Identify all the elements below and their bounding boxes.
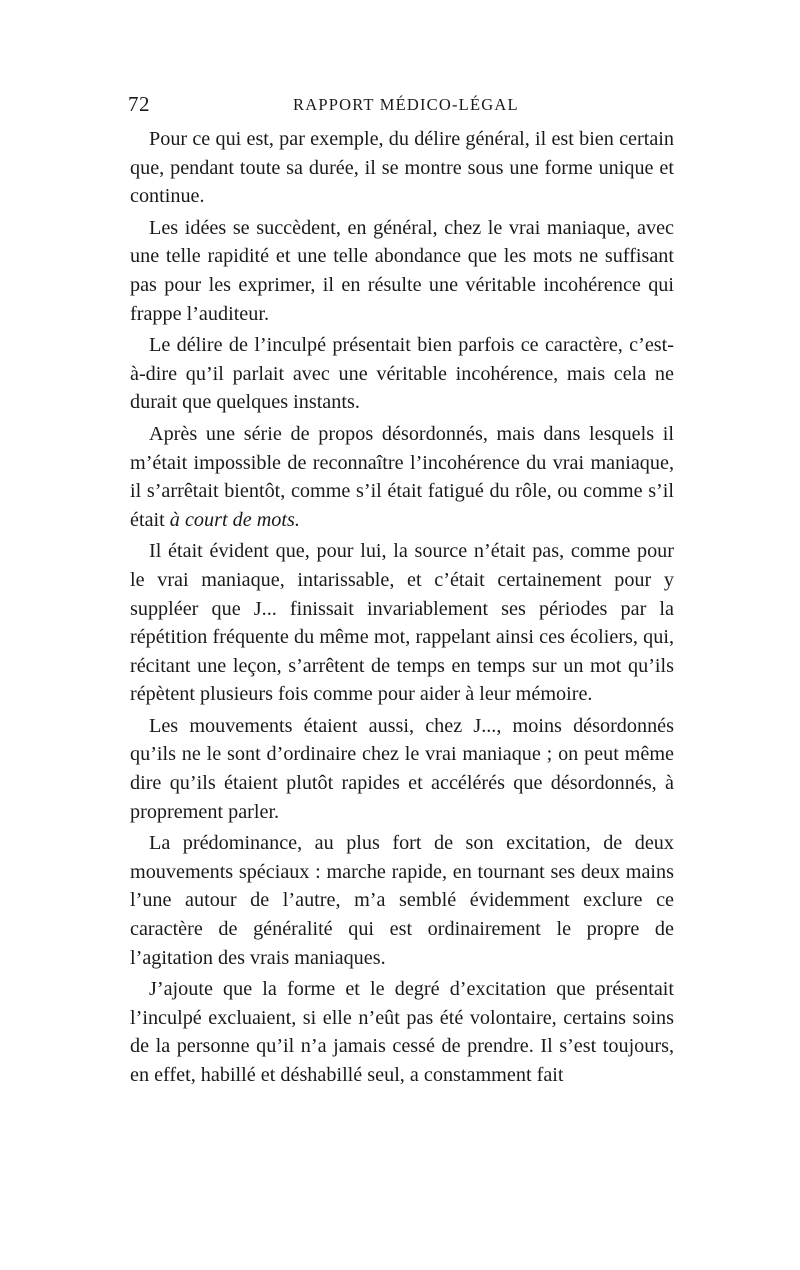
page-number: 72 bbox=[128, 92, 150, 116]
paragraph-text: Après une série de propos désordonnés, mais dans lesquels il m’était impossible de reconnaître l’incohérence du vrai maniaque, il s’arrêtait bientôt, comme s’il était fatigué du rôle, ou comme s’il était bbox=[130, 422, 674, 531]
running-header bbox=[128, 92, 674, 118]
paragraph: Pour ce qui est, par exemple, du délire général, il est bien certain que, pendant toute sa durée, il se montre sous une forme unique et continue. bbox=[130, 128, 674, 208]
paragraph: Le délire de l’inculpé présentait bien parfois ce caractère, c’est-à-dire qu’il parlait avec une véritable incohérence, mais cela ne durait que quelques instants. bbox=[130, 334, 674, 414]
paragraph: La prédominance, au plus fort de son excitation, de deux mouvements spéciaux : marche rapide, en tournant ses deux mains l’une autour de l’autre, m’a semblé évidemment exclure ce caractère de généralité qui est ordinairement le propre de l’agitation des vrais maniaques. bbox=[130, 832, 674, 969]
body-text bbox=[130, 125, 674, 1090]
paragraph: Les idées se succèdent, en général, chez le vrai maniaque, avec une telle rapidité et une telle abondance que les mots ne suffisant pas pour les exprimer, il en résulte une véritable incohérence qui frappe l’auditeur. bbox=[130, 216, 674, 325]
paragraph bbox=[130, 420, 674, 534]
paragraph: J’ajoute que la forme et le degré d’excitation que présentait l’inculpé excluaient, si elle n’eût pas été volontaire, certains soins de la personne qu’il n’a jamais cessé de prendre. Il s’est toujours, en effet, habillé et déshabillé seul, a constamment fait bbox=[130, 978, 674, 1086]
paragraph: Il était évident que, pour lui, la source n’était pas, comme pour le vrai maniaque, intarissable, et c’était certainement pour y suppléer que J... finissait invariablement ses périodes par la répétition fréquente du même mot, rappelant ainsi ces écoliers, qui, récitant une leçon, s’arrêtent de temps en temps sur un mot qu’ils répètent plusieurs fois comme pour aider à leur mémoire. bbox=[130, 540, 674, 706]
paragraph: Les mouvements étaient aussi, chez J..., moins désordonnés qu’ils ne le sont d’ordinaire chez le vrai maniaque ; on peut même dire qu’ils étaient plutôt rapides et accélérés que désordonnés, à proprement parler. bbox=[130, 714, 674, 823]
running-title: RAPPORT MÉDICO-LÉGAL bbox=[293, 95, 519, 114]
italic-phrase: à court de mots. bbox=[169, 508, 300, 531]
